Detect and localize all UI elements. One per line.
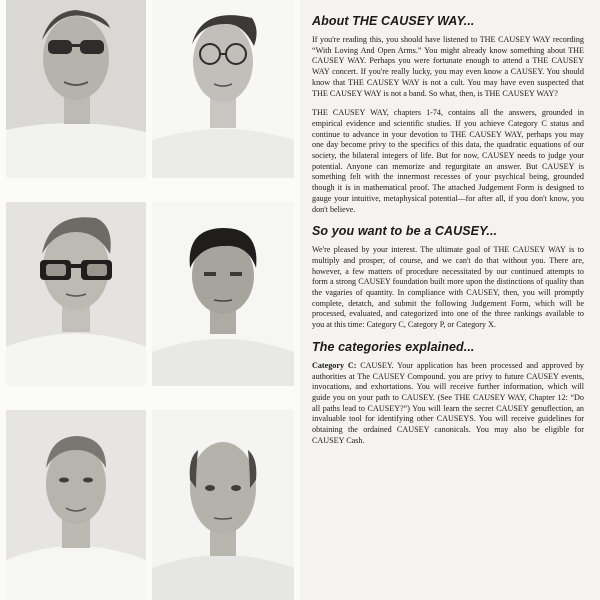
portrait-round-glasses-man <box>152 0 294 178</box>
category-c-text: CAUSEY. Your application has been processed and approved by authorities at The CAUSEY Compound. you are privy to future CAUSEY events, invocations, and exhortations. You will receive further information, which will guide you on your path to CAUSEY. (See THE CAUSEY WAY, Chapter 12: “Do all paths lead to CAUSEY?”) You will learn the secret CAUSEY genuflection, an invaluable tool for identifying other CAUSEYS. You will receive guidelines for obtaining the ordained CAUSEY canonicals. You may also be eligible for CAUSEY Cash. <box>312 360 584 445</box>
portrait-balding-man-image <box>152 410 294 600</box>
category-c-label: Category C: <box>312 360 357 370</box>
portrait-round-glasses-man-image <box>152 0 294 178</box>
about-paragraph-1: If you're reading this, you should have listened to THE CAUSEY WAY recording “With Loving And Open Arms.” You might already know something about THE CAUSEY WAY. Perhaps you were fortunate enough to attend a THE CAUSEY WAY concert. If you're really lucky, you may even know a CAUSEY. You should know that THE CAUSEY WAY is not a cult. You may have even suspected that THE CAUSEY WAY is not a band. So what, then, is THE CAUSEY WAY? <box>312 35 584 98</box>
portrait-black-glasses-man <box>6 202 146 386</box>
portrait-sunglasses-man <box>6 0 146 178</box>
categories-heading: The categories explained... <box>312 339 475 354</box>
portrait-sunglasses-man-image <box>6 0 146 178</box>
portrait-black-glasses-man-image <box>6 202 146 386</box>
portrait-blond-man <box>6 410 146 600</box>
portrait-blond-man-image <box>6 410 146 600</box>
text-column <box>312 14 584 456</box>
want-heading: So you want to be a CAUSEY... <box>312 224 498 239</box>
portrait-dark-hair-man-image <box>152 202 294 386</box>
portrait-balding-man <box>152 410 294 600</box>
want-paragraph: We're pleased by your interest. The ultimate goal of THE CAUSEY WAY is to multiply and prosper, of course, and we can't do that without you. There are, however, a few matters of procedure necessitated by our continued attempts to form a strong CAUSEY foundation built more upon the distinctions of quality than the vagaries of quantity. In compliance with CAUSEY, then, you will promptly complete, detatch, and submit the following Judgement Form, which will be processed, evaluated, and categorized into one of the three rankings available to you at this time: Category C, Category P, or Category X. <box>312 245 584 330</box>
category-c-paragraph <box>312 361 584 447</box>
about-paragraph-2: THE CAUSEY WAY, chapters 1-74, contains all the answers, grounded in empirical evidence and scientific studies. If you achieve Category C status and continue to advance in your devotion to THE CAUSEY WAY, perhaps you may one day become privy to the specifics of this data, the quadratic equations of our society, the bilateral integers of life. But for now, CAUSEY needs to judge your potential. Anyone can memorize and regurgitate an answer. But CAUSEY is something felt with the innermost recesses of your psychical being, grounded though it is in mathematical proof. The attached Judgement Form is designed to gauge your intuitive, metaphysical potential—for after all, if you don't know, you don't believe. <box>312 108 584 214</box>
about-heading: About THE CAUSEY WAY... <box>312 14 475 28</box>
portrait-dark-hair-man <box>152 202 294 386</box>
